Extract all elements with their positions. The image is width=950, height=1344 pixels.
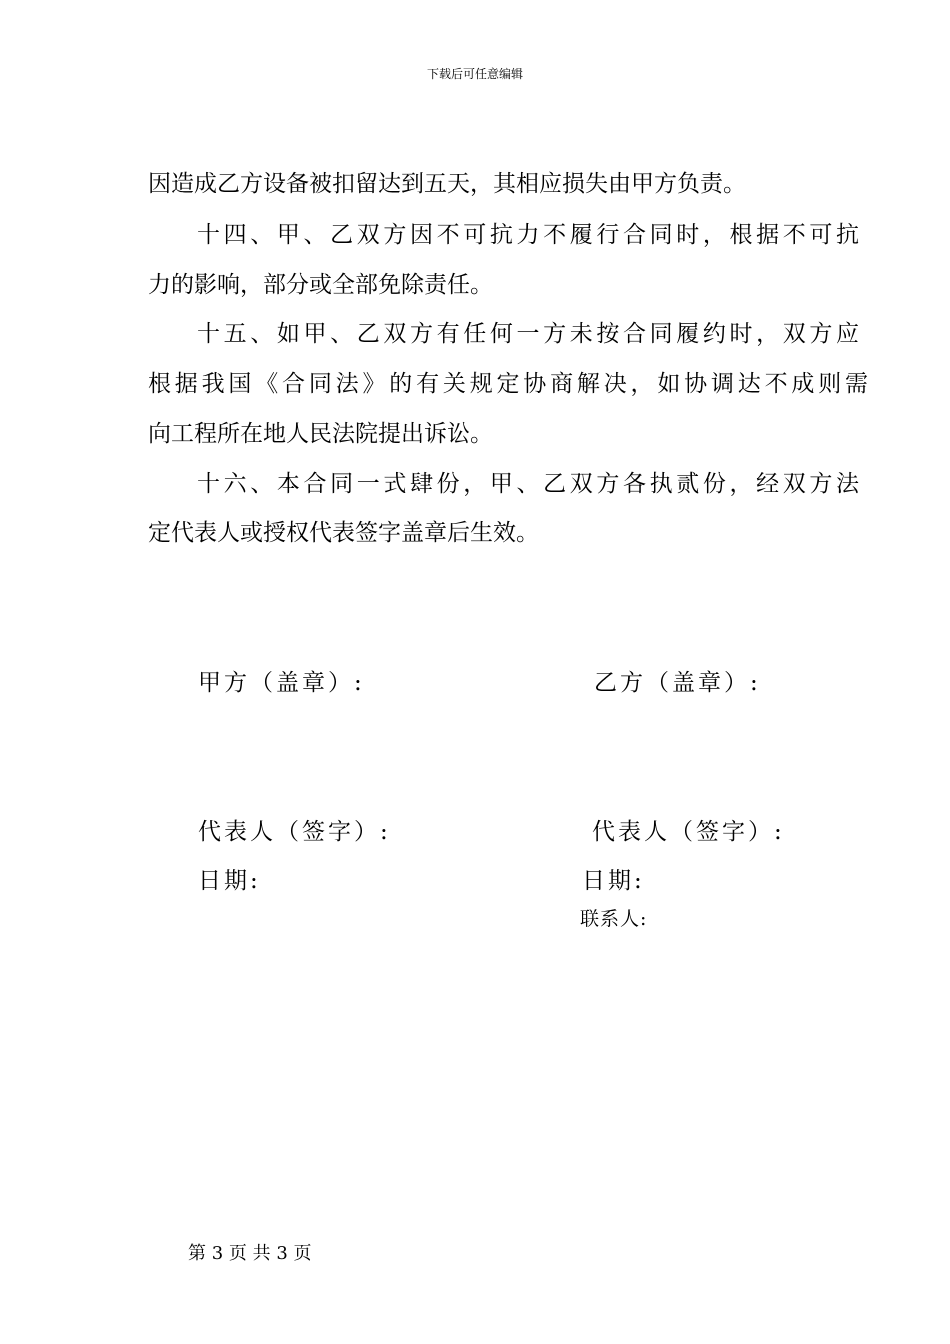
clause-15-line-2: 根据我国《合同法》的有关规定协商解决，如协调达不成则需 <box>148 371 868 397</box>
party-b-date-label: 日期: <box>582 868 645 894</box>
body-line-1: 因造成乙方设备被扣留达到五天，其相应损失由甲方负责。 <box>148 171 746 197</box>
clause-15-line-3: 向工程所在地人民法院提出诉讼。 <box>148 421 493 447</box>
party-a-seal-label: 甲方（盖章）: <box>198 670 365 696</box>
clause-15-line-1: 十五、如甲、乙双方有任何一方未按合同履约时，双方应 <box>197 321 859 347</box>
clause-16-line-2: 定代表人或授权代表签字盖章后生效。 <box>148 520 539 546</box>
party-b-seal-label: 乙方（盖章）: <box>594 670 761 696</box>
page-header-note: 下载后可任意编辑 <box>426 67 523 81</box>
party-b-contact-label: 联系人: <box>580 908 648 930</box>
clause-14-line-2: 力的影响，部分或全部免除责任。 <box>148 272 493 298</box>
page-footer: 第 3 页 共 3 页 <box>188 1243 312 1264</box>
clause-14-line-1: 十四、甲、乙双方因不可抗力不履行合同时，根据不可抗 <box>197 222 859 248</box>
party-a-date-label: 日期: <box>198 868 261 894</box>
party-a-rep-label: 代表人（签字）: <box>198 819 391 845</box>
clause-16-line-1: 十六、本合同一式肆份，甲、乙双方各执贰份，经双方法 <box>197 471 859 497</box>
party-b-rep-label: 代表人（签字）: <box>592 819 785 845</box>
